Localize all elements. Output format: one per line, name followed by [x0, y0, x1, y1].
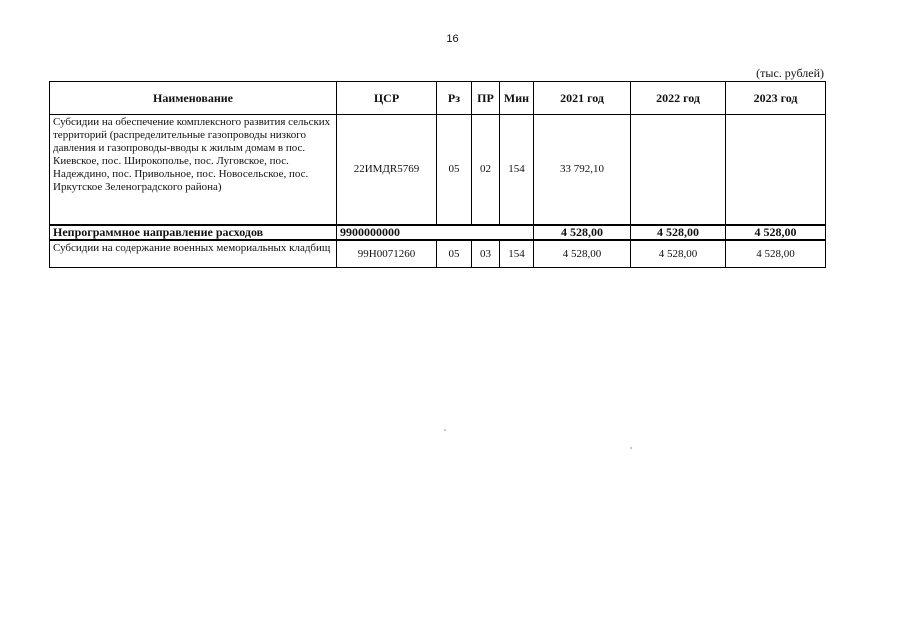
header-pr: ПР — [472, 82, 500, 115]
units-label: (тыс. рублей) — [756, 66, 824, 80]
row-pr: 03 — [472, 240, 500, 268]
budget-table — [49, 81, 826, 268]
section-2022: 4 528,00 — [631, 225, 726, 240]
row-rz: 05 — [437, 115, 472, 225]
table-row — [50, 115, 826, 225]
row-name: Субсидии на содержание военных мемориальных кладбищ — [50, 240, 337, 268]
row-pr: 02 — [472, 115, 500, 225]
header-2021: 2021 год — [534, 82, 631, 115]
row-2021: 33 792,10 — [534, 115, 631, 225]
section-csr: 9900000000 — [337, 225, 534, 240]
row-min: 154 — [500, 240, 534, 268]
section-name: Непрограммное направление расходов — [50, 225, 337, 240]
scan-speck — [444, 429, 446, 431]
row-name: Субсидии на обеспечение комплексного развития сельских территорий (распределительные газопроводы низкого давления и газопроводы-вводы к жилым домам в пос. Киевское, пос. Широкополье, пос. Луговское, пос. Надеждино, пос. Привольное, пос. Новосельское, пос. Иркутское Зеленоградского района) — [50, 115, 337, 225]
row-csr: 22ИМДR5769 — [337, 115, 437, 225]
header-name: Наименование — [50, 82, 337, 115]
header-2022: 2022 год — [631, 82, 726, 115]
row-2021: 4 528,00 — [534, 240, 631, 268]
table-row-section — [50, 225, 826, 240]
row-2022: 4 528,00 — [631, 240, 726, 268]
section-2021: 4 528,00 — [534, 225, 631, 240]
row-2023: 4 528,00 — [726, 240, 826, 268]
row-csr: 99Н0071260 — [337, 240, 437, 268]
header-min: Мин — [500, 82, 534, 115]
row-min: 154 — [500, 115, 534, 225]
section-2023: 4 528,00 — [726, 225, 826, 240]
row-2022 — [631, 115, 726, 225]
header-rz: Рз — [437, 82, 472, 115]
page-number: 16 — [446, 33, 459, 45]
row-2023 — [726, 115, 826, 225]
header-row — [50, 82, 826, 115]
table-row — [50, 240, 826, 268]
scan-speck — [630, 447, 632, 449]
header-2023: 2023 год — [726, 82, 826, 115]
header-csr: ЦСР — [337, 82, 437, 115]
row-rz: 05 — [437, 240, 472, 268]
